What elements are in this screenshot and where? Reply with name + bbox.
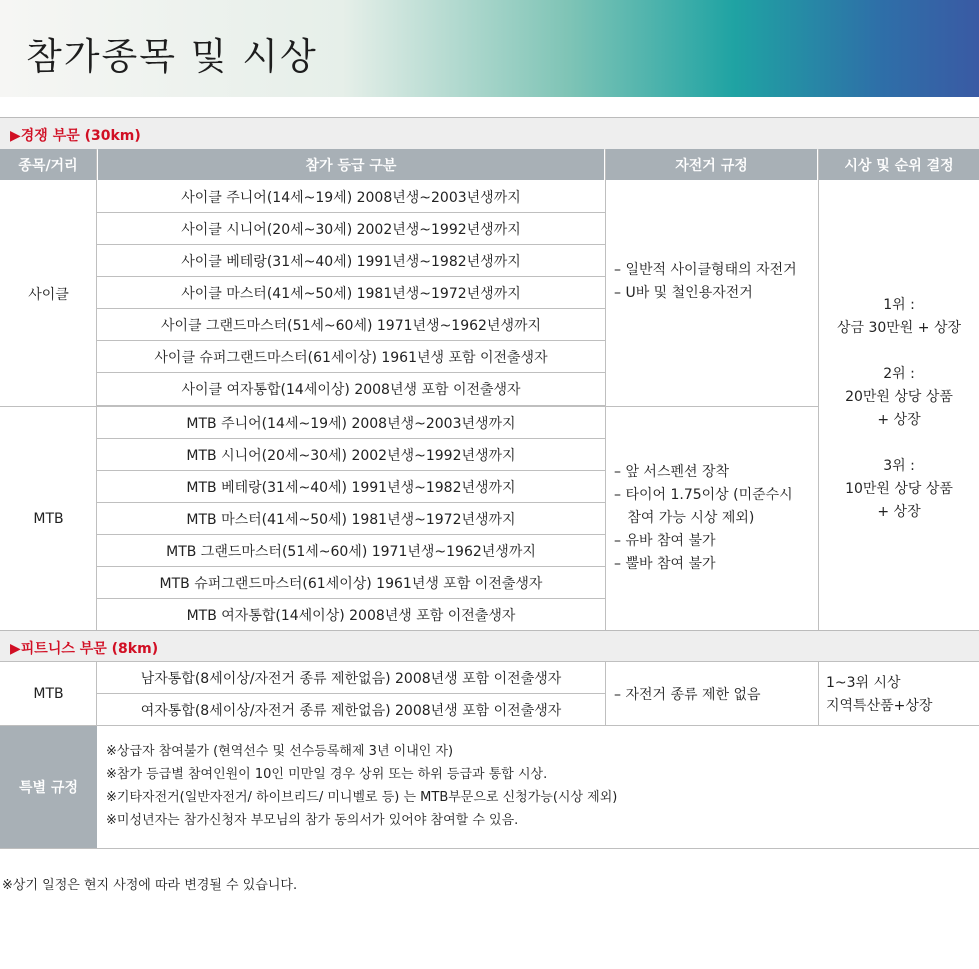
grade-row: MTB 여자통합(14세이상) 2008년생 포함 이전출생자 xyxy=(186,607,516,624)
grade-row: MTB 그랜드마스터(51세~60세) 1971년생~1962년생까지 xyxy=(97,535,605,567)
section-race-title: ▶경쟁 부문 (30km) xyxy=(10,128,141,144)
section-fitness-title: ▶피트니스 부문 (8km) xyxy=(10,641,159,657)
grade-row: 사이클 마스터(41세~50세) 1981년생~1972년생까지 xyxy=(97,277,605,309)
grade-row: 사이클 슈퍼그랜드마스터(61세이상) 1961년생 포함 이전출생자 xyxy=(97,341,605,373)
award-line: 1~3위 시상 xyxy=(826,675,901,691)
rule-line: – 유바 참여 불가 xyxy=(614,533,716,549)
mtb-bike-rules xyxy=(614,461,814,576)
fitness-row: 남자통합(8세이상/자전거 종류 제한없음) 2008년생 포함 이전출생자 xyxy=(97,662,605,694)
award-line: + 상장 xyxy=(877,412,921,428)
award-line: 2위 : xyxy=(883,366,915,382)
special-rule-item: ※참가 등급별 참여인원이 10인 미만일 경우 상위 또는 하위 등급과 통합 시상. xyxy=(106,767,548,782)
header-awards: 시상 및 순위 결정 xyxy=(819,149,979,180)
award-line: + 상장 xyxy=(877,504,921,520)
divider xyxy=(605,662,606,726)
special-rule-item: ※기타자전거(일반자전거/ 하이브리드/ 미니벨로 등) 는 MTB부문으로 신청가능(시상 제외) xyxy=(106,790,618,805)
grade-row: MTB 주니어(14세~19세) 2008년생~2003년생까지 xyxy=(97,407,605,439)
grade-row: 사이클 여자통합(14세이상) 2008년생 포함 이전출생자 xyxy=(97,373,605,406)
fitness-row: 여자통합(8세이상/자전거 종류 제한없음) 2008년생 포함 이전출생자 xyxy=(140,702,562,719)
header-bike-rules: 자전거 규정 xyxy=(606,149,817,180)
footnote: ※상기 일정은 현지 사정에 따라 변경될 수 있습니다. xyxy=(2,878,298,893)
divider xyxy=(0,725,979,726)
header-banner xyxy=(0,0,979,97)
divider xyxy=(605,149,606,630)
award-line: 20만원 상당 상품 xyxy=(845,389,953,405)
grade-row: MTB 베테랑(31세~40세) 1991년생~1982년생까지 xyxy=(97,471,605,503)
special-rule-item: ※미성년자는 참가신청자 부모님의 참가 동의서가 있어야 참여할 수 있음. xyxy=(106,813,519,828)
rule-line: – U바 및 철인용자전거 xyxy=(614,285,753,301)
rule-line: – 일반적 사이클형태의 자전거 xyxy=(614,262,797,278)
divider xyxy=(818,149,819,630)
category-mtb: MTB xyxy=(33,510,64,527)
page-title: 참가종목 및 시상 xyxy=(26,35,318,78)
rule-line: – 앞 서스펜션 장착 xyxy=(614,464,730,480)
grade-row: MTB 마스터(41세~50세) 1981년생~1972년생까지 xyxy=(97,503,605,535)
category-cycle: 사이클 xyxy=(28,286,69,303)
section-race-bar xyxy=(0,117,979,150)
special-rules-label: 특별 규정 xyxy=(0,726,97,848)
header-grade: 참가 등급 구분 xyxy=(98,149,604,180)
award-spacer xyxy=(819,432,979,455)
rule-line: – 타이어 1.75이상 (미준수시 xyxy=(614,487,793,503)
divider xyxy=(96,149,97,630)
award-line: 10만원 상당 상품 xyxy=(845,481,953,497)
fitness-awards xyxy=(826,672,976,718)
divider xyxy=(818,662,819,726)
grade-row: 사이클 주니어(14세~19세) 2008년생~2003년생까지 xyxy=(97,181,605,213)
divider xyxy=(0,848,979,849)
fitness-category: MTB xyxy=(33,685,64,702)
grade-row: 사이클 시니어(20세~30세) 2002년생~1992년생까지 xyxy=(97,213,605,245)
divider xyxy=(96,662,97,726)
header-category: 종목/거리 xyxy=(0,149,96,180)
fitness-bike-rule: – 자전거 종류 제한 없음 xyxy=(614,686,761,703)
award-spacer xyxy=(819,340,979,363)
grade-row: MTB 슈퍼그랜드마스터(61세이상) 1961년생 포함 이전출생자 xyxy=(97,567,605,599)
section-fitness-bar xyxy=(0,630,979,662)
award-line: 1위 : xyxy=(883,297,915,313)
special-rule-item: ※상급자 참여불가 (현역선수 및 선수등록해제 3년 이내인 자) xyxy=(106,744,454,759)
award-line: 상금 30만원 + 상장 xyxy=(836,320,962,336)
cycle-bike-rules xyxy=(614,259,814,305)
award-line: 지역특산품+상장 xyxy=(826,698,933,714)
grade-row: 사이클 베테랑(31세~40세) 1991년생~1982년생까지 xyxy=(97,245,605,277)
race-awards xyxy=(819,294,979,524)
rule-line: 참여 가능 시상 제외) xyxy=(614,510,755,526)
special-rules-list xyxy=(106,740,966,832)
grade-row: 사이클 그랜드마스터(51세~60세) 1971년생~1962년생까지 xyxy=(97,309,605,341)
grade-row: MTB 시니어(20세~30세) 2002년생~1992년생까지 xyxy=(97,439,605,471)
rule-line: – 뿔바 참여 불가 xyxy=(614,556,716,572)
award-line: 3위 : xyxy=(883,458,915,474)
